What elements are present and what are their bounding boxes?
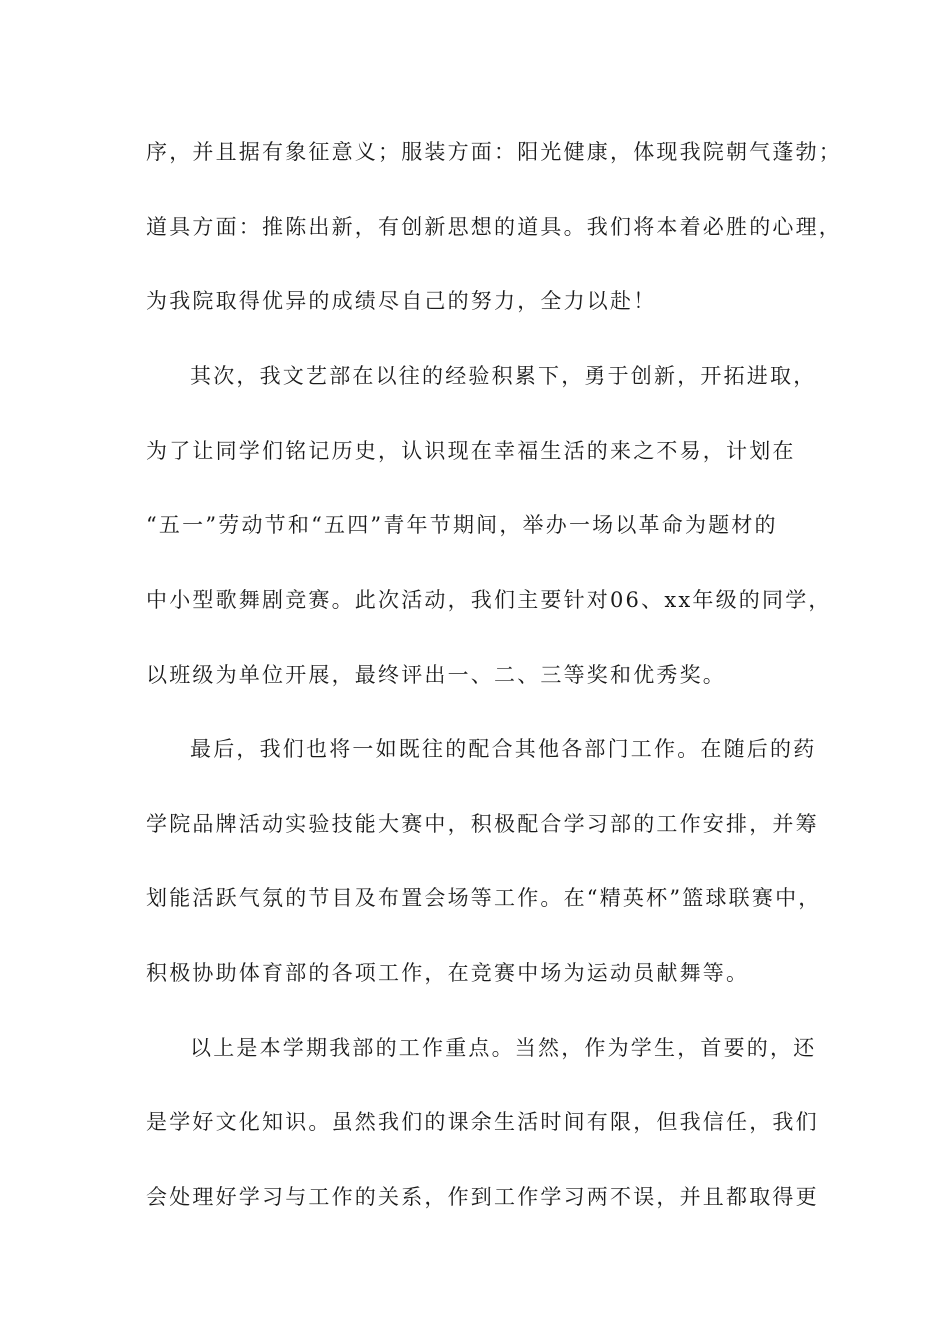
- text-line: 积极协助体育部的各项工作，在竞赛中场为运动员献舞等。: [146, 961, 750, 985]
- text-line: 序，并且据有象征意义；服装方面：阳光健康，体现我院朝气蓬勃；: [146, 140, 842, 164]
- text-line: 划能活跃气氛的节目及布置会场等工作。在“精英杯”篮球联赛中，: [146, 886, 822, 910]
- text-line: 中小型歌舞剧竞赛。此次活动，我们主要针对06、xx年级的同学，: [146, 588, 832, 612]
- text-line: 道具方面：推陈出新，有创新思想的道具。我们将本着必胜的心理，: [146, 215, 842, 239]
- paragraph-start-line: 其次，我文艺部在以往的经验积累下，勇于创新，开拓进取，: [190, 364, 817, 388]
- paragraph-start-line: 以上是本学期我部的工作重点。当然，作为学生，首要的，还: [190, 1036, 817, 1060]
- text-line: 会处理好学习与工作的关系，作到工作学习两不误，并且都取得更: [146, 1185, 819, 1209]
- text-line: 是学好文化知识。虽然我们的课余生活时间有限，但我信任，我们: [146, 1110, 819, 1134]
- text-line: 学院品牌活动实验技能大赛中，积极配合学习部的工作安排，并筹: [146, 812, 819, 836]
- text-line: 为我院取得优异的成绩尽自己的努力，全力以赴！: [146, 289, 657, 313]
- text-line: 以班级为单位开展，最终评出一、二、三等奖和优秀奖。: [146, 663, 726, 687]
- text-line: 为了让同学们铭记历史，认识现在幸福生活的来之不易，计划在: [146, 439, 796, 463]
- text-line: “五一”劳动节和“五四”青年节期间，举办一场以革命为题材的: [146, 513, 778, 537]
- paragraph-start-line: 最后，我们也将一如既往的配合其他各部门工作。在随后的药: [190, 737, 817, 761]
